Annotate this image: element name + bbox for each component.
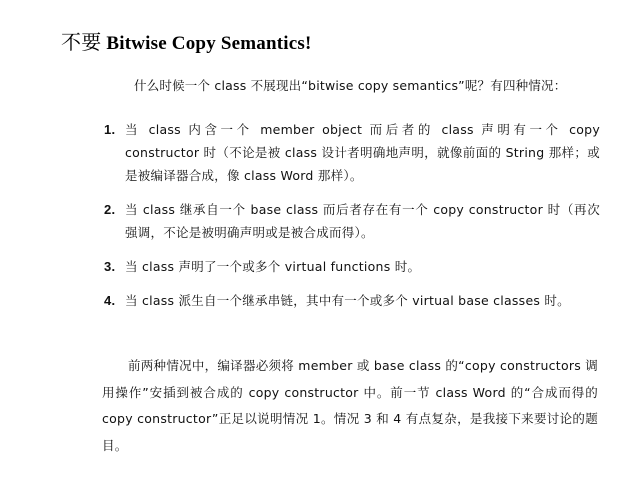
list-text: 当 class 继承自一个 base class 而后者存在有一个 copy constructor 时（再次强调，不论是被明确声明或是被合成而得）。 [125, 202, 600, 240]
section-heading [61, 26, 312, 55]
list-number: 4. [104, 293, 116, 308]
intro-sentence: 什么时候一个 class 不展现出“bitwise copy semantics”呢？有四种情况： [134, 78, 567, 93]
list-number: 2. [104, 202, 116, 217]
list-item [104, 255, 600, 278]
list-number: 3. [104, 259, 116, 274]
list-item [104, 289, 600, 312]
list-text: 当 class 内含一个 member object 而后者的 class 声明有一个 copy constructor 时（不论是被 class 设计者明确地声明，就像前面的 String 那样；或是被编译器合成，像 class Word 那样）。 [125, 122, 600, 183]
body-paragraph: 前两种情况中，编译器必须将 member 或 base class 的“copy constructors 调用操作”安插到被合成的 copy constructor 中。前一节 class Word 的“合成而得的 copy constructor”正足以说明情况 1。情况 3 和 4 有点复杂，是我接下来要讨论的题目。 [102, 358, 598, 453]
list-text: 当 class 派生自一个继承串链，其中有一个或多个 virtual base classes 时。 [125, 293, 570, 308]
cases-list [104, 118, 600, 323]
list-text: 当 class 声明了一个或多个 virtual functions 时。 [125, 259, 421, 274]
heading-title: Bitwise Copy Semantics! [101, 33, 312, 54]
list-item [104, 198, 600, 244]
list-item [104, 118, 600, 187]
heading-prefix: 不要 [61, 30, 102, 54]
list-number: 1. [104, 122, 116, 137]
